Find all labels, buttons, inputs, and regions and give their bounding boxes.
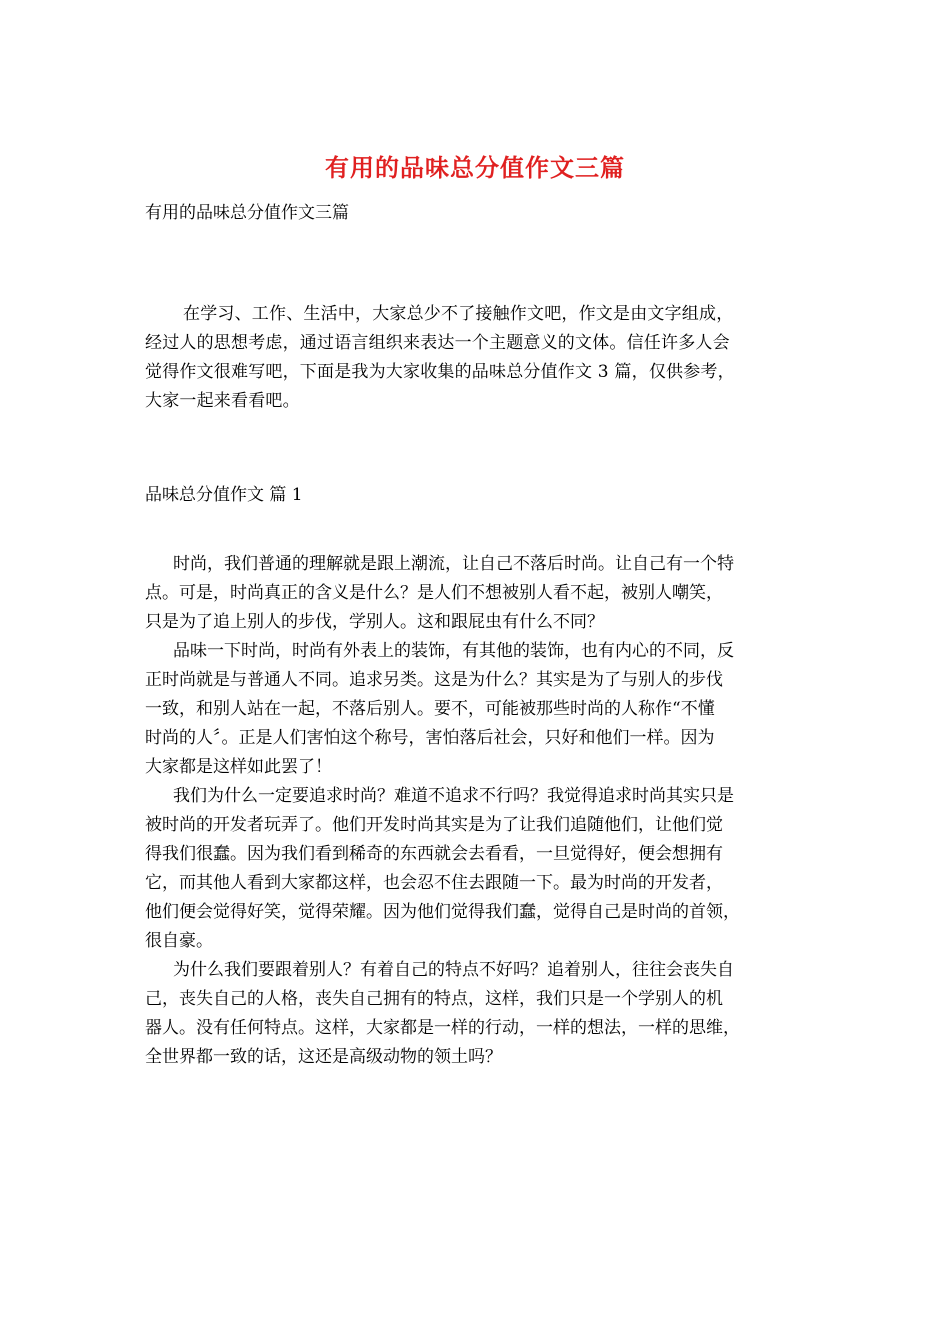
essay-line: 己，丧失自己的人格，丧失自己拥有的特点，这样，我们只是一个学别人的机 [145, 989, 723, 1009]
essay-paragraph [145, 782, 810, 956]
essay-line: 它，而其他人看到大家都这样，也会忍不住去跟随一下。最为时尚的开发者， [145, 873, 723, 893]
essay-line: 被时尚的开发者玩弄了。他们开发时尚其实是为了让我们追随他们，让他们觉 [145, 815, 723, 835]
essay-line: 很自豪。 [145, 931, 213, 951]
document-subtitle: 有用的品味总分值作文三篇 [145, 203, 349, 223]
essay-line: 为什么我们要跟着别人？有着自己的特点不好吗？追着别人，往往会丧失自 [173, 960, 734, 980]
essay-line: 器人。没有任何特点。这样，大家都是一样的行动，一样的想法，一样的思维， [145, 1018, 740, 1038]
essay-line: 只是为了追上别人的步伐，学别人。这和跟屁虫有什么不同？ [145, 612, 604, 632]
document-title: 有用的品味总分值作文三篇 [325, 153, 625, 182]
essay-line: 得我们很蠢。因为我们看到稀奇的东西就会去看看，一旦觉得好，便会想拥有 [145, 844, 723, 864]
essay-line: 一致，和别人站在一起，不落后别人。要不，可能被那些时尚的人称作“不懂 [145, 699, 715, 719]
essay-line: 时尚，我们普通的理解就是跟上潮流，让自己不落后时尚。让自己有一个特 [173, 554, 734, 574]
intro-line: 在学习、工作、生活中，大家总少不了接触作文吧，作文是由文字组成， [183, 304, 734, 324]
intro-line: 大家一起来看看吧。 [145, 391, 300, 411]
essay-body [145, 550, 810, 1072]
essay-line: 点。可是，时尚真正的含义是什么？是人们不想被别人看不起，被别人嘲笑， [145, 583, 723, 603]
essay-paragraph [145, 550, 810, 637]
essay-line: 正时尚就是与普通人不同。追求另类。这是为什么？其实是为了与别人的步伐 [145, 670, 723, 690]
essay-line: 品味一下时尚，时尚有外表上的装饰，有其他的装饰，也有内心的不同，反 [173, 641, 734, 661]
essay-line: 大家都是这样如此罢了！ [145, 757, 332, 777]
intro-line: 经过人的思想考虑，通过语言组织来表达一个主题意义的文体。信任许多人会 [145, 333, 730, 353]
essay-line: 时尚的人〞。正是人们害怕这个称号，害怕落后社会，只好和他们一样。因为 [145, 728, 715, 748]
essay-paragraph [145, 956, 810, 1072]
intro-paragraph [145, 300, 810, 416]
section-heading: 品味总分值作文 篇 1 [145, 485, 303, 505]
essay-line: 他们便会觉得好笑，觉得荣耀。因为他们觉得我们蠢，觉得自己是时尚的首领， [145, 902, 740, 922]
essay-line: 我们为什么一定要追求时尚？难道不追求不行吗？我觉得追求时尚其实只是 [173, 786, 734, 806]
intro-line: 觉得作文很难写吧，下面是我为大家收集的品味总分值作文 3 篇，仅供参考， [145, 362, 735, 382]
essay-paragraph [145, 637, 810, 782]
essay-line: 全世界都一致的话，这还是高级动物的领土吗？ [145, 1047, 502, 1067]
